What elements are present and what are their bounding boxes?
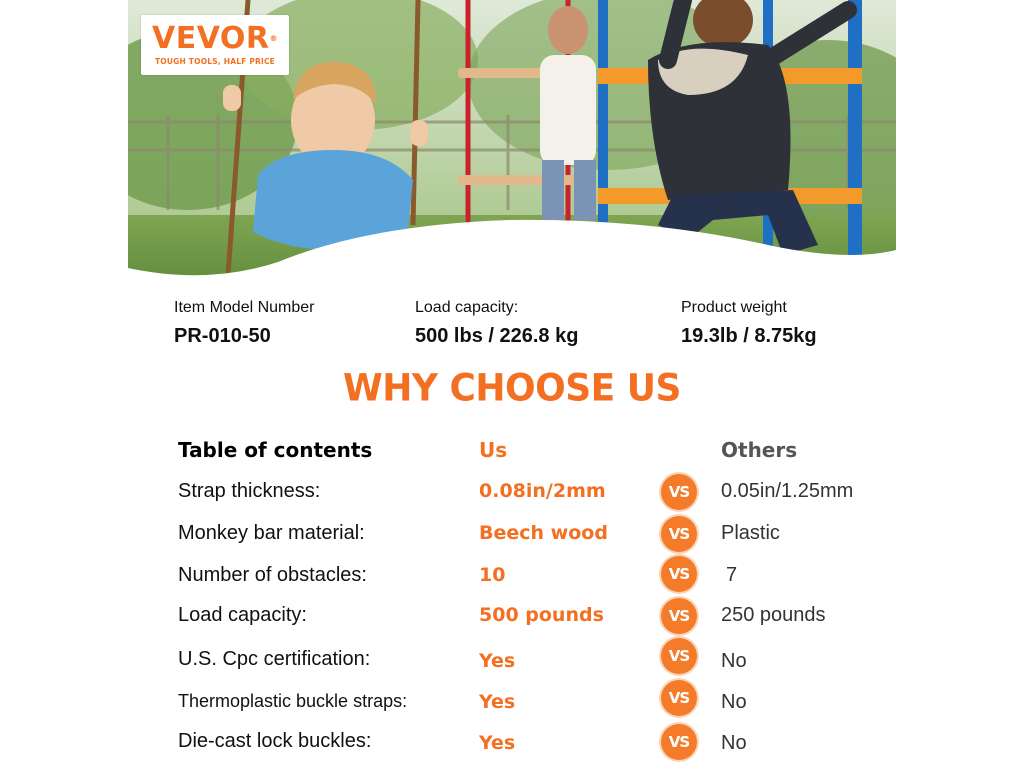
row-label: Thermoplastic buckle straps: <box>178 691 408 711</box>
row-us-value: 10 <box>479 564 506 586</box>
table-header-row <box>0 438 1024 478</box>
spec-label: Product weight <box>681 299 787 316</box>
row-label: Load capacity: <box>178 604 307 626</box>
row-label: Strap thickness: <box>178 480 321 502</box>
spec-model-number <box>174 298 315 348</box>
row-us-value: Yes <box>479 691 516 713</box>
brand-wordmark <box>151 21 278 56</box>
row-us-value: Yes <box>479 732 516 754</box>
row-us-value: Beech wood <box>479 522 608 544</box>
row-us-value: 0.08in/2mm <box>479 480 606 502</box>
brand-tagline: TOUGH TOOLS, HALF PRICE <box>154 57 276 66</box>
vs-badge-icon: VS <box>661 474 697 510</box>
row-label: U.S. Cpc certification: <box>178 648 371 670</box>
row-label: Monkey bar material: <box>178 522 365 544</box>
spec-value: 500 lbs / 226.8 kg <box>415 325 579 347</box>
table-row <box>0 604 1024 644</box>
vs-badge-icon: VS <box>661 724 697 760</box>
row-label: Number of obstacles: <box>178 564 367 586</box>
brand-name: VEVOR <box>151 21 270 56</box>
header-us: Us <box>479 438 508 462</box>
table-row <box>0 690 1024 730</box>
spec-product-weight <box>681 298 817 348</box>
row-us-value: 500 pounds <box>479 604 604 626</box>
table-row <box>0 522 1024 562</box>
header-others: Others <box>721 438 798 462</box>
vs-badge-icon: VS <box>661 680 697 716</box>
spec-label: Load capacity: <box>415 299 519 316</box>
vs-badge-icon: VS <box>661 556 697 592</box>
row-others-value: No <box>721 650 747 672</box>
vs-badge-icon: VS <box>661 516 697 552</box>
table-row <box>0 564 1024 604</box>
row-others-value: 7 <box>726 564 738 586</box>
spec-label: Item Model Number <box>174 299 315 316</box>
table-row <box>0 480 1024 520</box>
section-headline: WHY CHOOSE US <box>343 366 681 411</box>
row-us-value: Yes <box>479 650 516 672</box>
spec-load-capacity <box>415 298 578 348</box>
row-others-value: No <box>721 732 747 754</box>
table-row <box>0 648 1024 688</box>
table-row <box>0 730 1024 770</box>
spec-value: PR-010-50 <box>174 325 271 347</box>
header-label: Table of contents <box>178 438 373 462</box>
row-others-value: 250 pounds <box>721 604 826 626</box>
vs-badge-icon: VS <box>661 638 697 674</box>
row-others-value: 0.05in/1.25mm <box>721 480 854 502</box>
brand-logo <box>141 15 289 75</box>
vs-badge-icon: VS <box>661 598 697 634</box>
trademark-mark: ® <box>269 34 278 43</box>
spec-value: 19.3lb / 8.75kg <box>681 325 817 347</box>
row-label: Die-cast lock buckles: <box>178 730 372 752</box>
row-others-value: No <box>721 691 747 713</box>
row-others-value: Plastic <box>721 522 780 544</box>
